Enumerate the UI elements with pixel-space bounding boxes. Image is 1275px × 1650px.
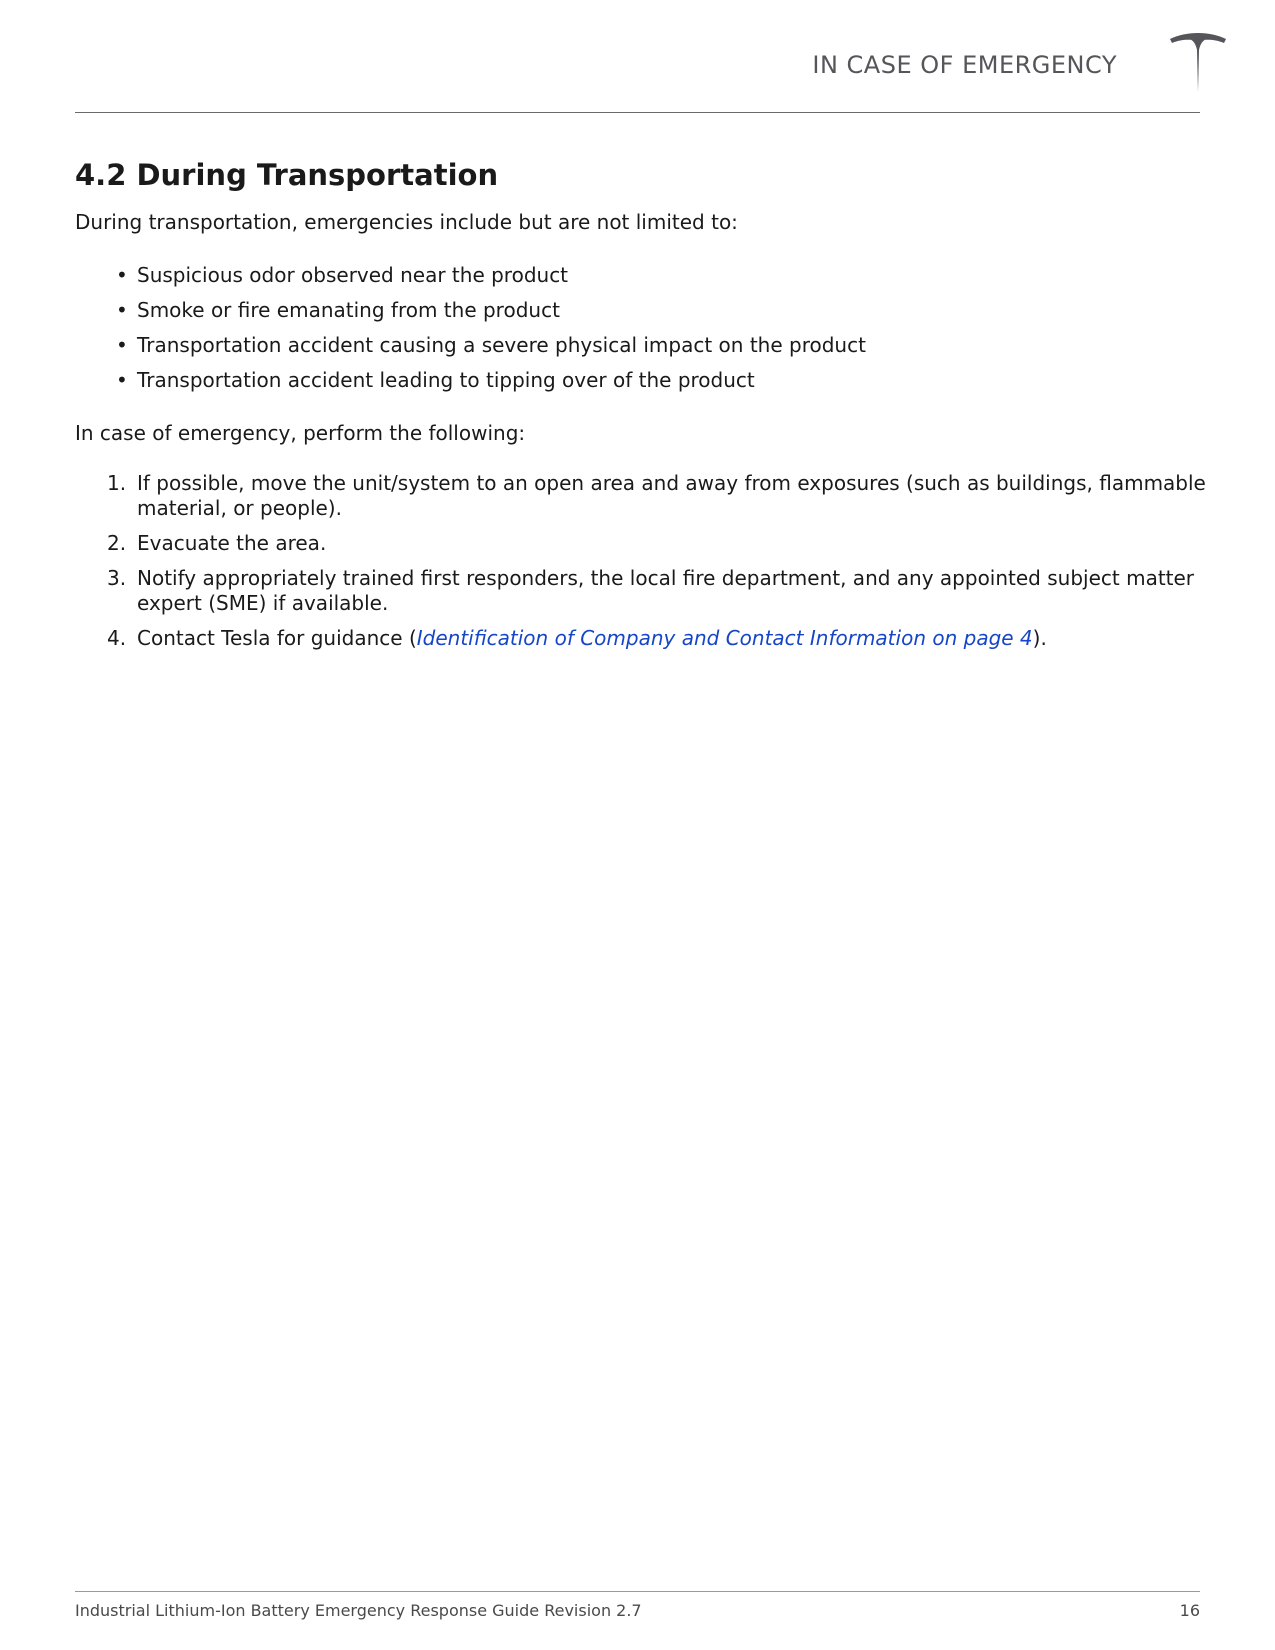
actions-intro: In case of emergency, perform the following: [75, 421, 526, 445]
footer-document-title: Industrial Lithium-Ion Battery Emergency Response Guide Revision 2.7 [75, 1601, 642, 1620]
list-item [75, 367, 1200, 393]
step-item [75, 531, 1222, 556]
step-number: 4. [107, 626, 127, 650]
list-item [75, 297, 1200, 323]
list-item-text: Suspicious odor observed near the product [137, 263, 569, 287]
header-divider [75, 112, 1200, 113]
emergencies-intro: During transportation, emergencies include but are not limited to: [75, 210, 738, 234]
step-text: If possible, move the unit/system to an open area and away from exposures (such as buildings, flammable material, or people). [137, 471, 1206, 520]
section-heading: 4.2 During Transportation [75, 158, 499, 192]
step-text-before-link: Contact Tesla for guidance ( [137, 626, 417, 650]
tesla-logo-icon [1166, 30, 1230, 94]
step-text: Evacuate the area. [137, 531, 327, 555]
bullet-icon: • [116, 333, 128, 357]
step-number: 3. [107, 566, 127, 590]
page-content [75, 156, 1206, 661]
step-text: Notify appropriately trained first responders, the local fire department, and any appointed subject matter expert (SME) if available. [137, 566, 1195, 615]
step-item [75, 471, 1222, 521]
list-item-text: Smoke or fire emanating from the product [137, 298, 560, 322]
bullet-icon: • [116, 263, 128, 287]
list-item-text: Transportation accident causing a severe physical impact on the product [137, 333, 866, 357]
bullet-icon: • [116, 298, 128, 322]
footer-divider [75, 1591, 1200, 1592]
emergency-steps-list [75, 471, 1206, 651]
running-header-title: IN CASE OF EMERGENCY [812, 51, 1117, 79]
contact-info-link[interactable]: Identification of Company and Contact Information on page 4 [416, 626, 1033, 650]
emergency-list [75, 262, 1200, 393]
step-number: 2. [107, 531, 127, 555]
step-item [75, 626, 1222, 651]
list-item [75, 332, 1200, 358]
step-number: 1. [107, 471, 127, 495]
page-number: 16 [1179, 1601, 1200, 1620]
step-text-after-link: ). [1032, 626, 1047, 650]
step-item [75, 566, 1222, 616]
bullet-icon: • [116, 368, 128, 392]
list-item-text: Transportation accident leading to tipping over of the product [137, 368, 755, 392]
list-item [75, 262, 1200, 288]
